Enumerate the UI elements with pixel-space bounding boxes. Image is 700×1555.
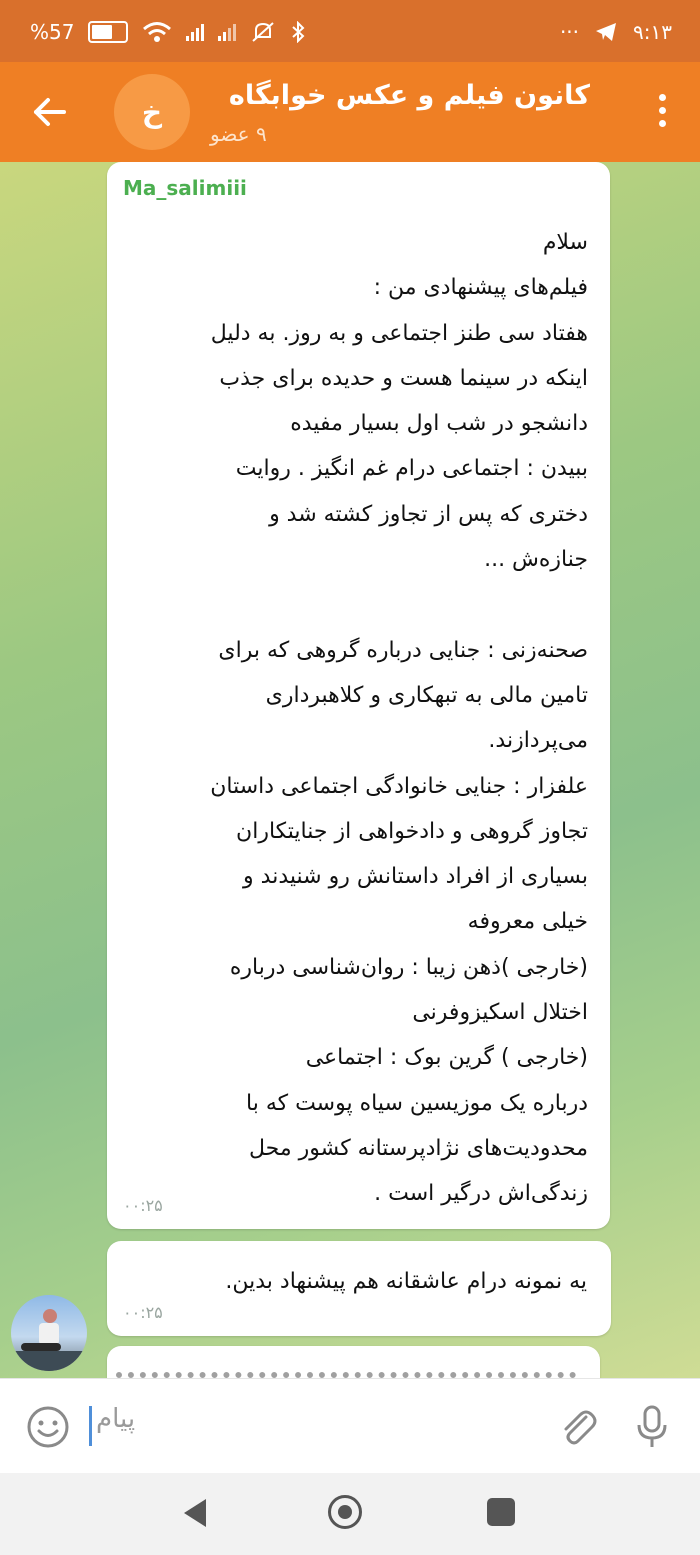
message-bubble-partial[interactable]: [107, 1346, 600, 1378]
message-line: زندگی‌اش درگیر است .: [374, 1181, 588, 1207]
message-line: اینکه در سینما هست و حدیده برای جذب: [219, 365, 588, 391]
message-line: (خارجی ) گرین بوک : اجتماعی: [305, 1045, 588, 1071]
message-input-bar: [0, 1378, 700, 1474]
message-line: تامین مالی به تبهکاری و کلاهبرداری: [265, 682, 588, 708]
message-line: یه نمونه درام عاشقانه هم پیشنهاد بدین.: [225, 1269, 587, 1294]
message-line: علفزار : جنایی خانوادگی اجتماعی داستان: [210, 773, 588, 799]
message-line: صحنه‌زنی : جنایی درباره گروهی که برای: [218, 637, 588, 663]
back-arrow-icon[interactable]: [30, 92, 70, 132]
signal-icon-1: [186, 23, 204, 41]
message-line: بسیاری از افراد داستانش رو شنیدند و: [243, 864, 588, 890]
message-line: دانشجو در شب اول بسیار مفیده: [290, 411, 588, 437]
nav-back-icon[interactable]: [180, 1497, 210, 1529]
paperclip-icon[interactable]: [556, 1405, 600, 1449]
message-time: ۰۰:۲۵: [123, 1196, 163, 1215]
system-nav-bar: [0, 1473, 700, 1555]
message-line: تجاوز گروهی و دادخواهی از جنایتکاران: [236, 818, 588, 844]
message-line: [118, 582, 588, 627]
status-left: [30, 20, 306, 44]
status-right: [560, 20, 672, 44]
message-line: دختری که پس از تجاوز کشته شد و: [269, 501, 588, 527]
status-bar: [0, 0, 700, 62]
signal-icon-2: [218, 23, 236, 41]
chat-header: [0, 62, 700, 162]
message-text: [118, 220, 588, 1217]
message-line: درباره یک موزیسین سیاه پوست که با: [246, 1090, 588, 1116]
message-line: فیلم‌های پیشنهادی من :: [373, 275, 588, 301]
message-line: (خارجی )ذهن زیبا : روان‌شناسی درباره: [229, 954, 588, 980]
bluetooth-icon: [290, 21, 306, 43]
member-count: ۹ عضو: [210, 122, 267, 146]
text-cursor: [89, 1406, 92, 1446]
message-line: خیلی معروفه: [467, 909, 588, 935]
message-line: جنازه‌ش ...: [484, 547, 588, 573]
message-text: [117, 1259, 587, 1304]
battery-percent: %57: [30, 20, 75, 44]
user-avatar[interactable]: [11, 1295, 87, 1371]
message-line: محدودیت‌های نژادپرستانه کشور محل: [248, 1135, 588, 1161]
wifi-icon: [142, 21, 172, 43]
message-line: ببیدن : اجتماعی درام غم انگیز . روایت: [235, 456, 588, 482]
nav-recents-icon[interactable]: [487, 1498, 515, 1526]
message-line: هفتاد سی طنز اجتماعی و به روز. به دلیل: [210, 320, 588, 346]
chat-title[interactable]: کانون فیلم و عکس خوابگاه: [228, 80, 590, 111]
nav-home-icon[interactable]: [328, 1495, 362, 1529]
battery-icon: [88, 21, 128, 43]
message-line: سلام: [542, 230, 588, 255]
microphone-icon[interactable]: [630, 1403, 674, 1451]
message-input[interactable]: پیام: [96, 1404, 136, 1434]
message-list[interactable]: [0, 162, 700, 1378]
mute-icon: [250, 21, 276, 43]
emoji-icon[interactable]: [26, 1405, 70, 1449]
message-line: اختلال اسکیزوفرنی: [412, 1000, 588, 1026]
message-bubble[interactable]: [107, 1241, 611, 1336]
message-time: ۰۰:۲۵: [123, 1303, 163, 1322]
telegram-icon: [595, 22, 617, 42]
sender-name[interactable]: Ma_salimiii: [123, 176, 247, 200]
clock: ۹:۱۳: [633, 20, 672, 44]
message-bubble[interactable]: [107, 162, 610, 1229]
more-vert-icon[interactable]: [659, 94, 666, 127]
message-line: می‌پردازند.: [488, 728, 588, 754]
more-notifications: ···: [559, 20, 580, 44]
group-avatar[interactable]: خ: [114, 74, 190, 150]
